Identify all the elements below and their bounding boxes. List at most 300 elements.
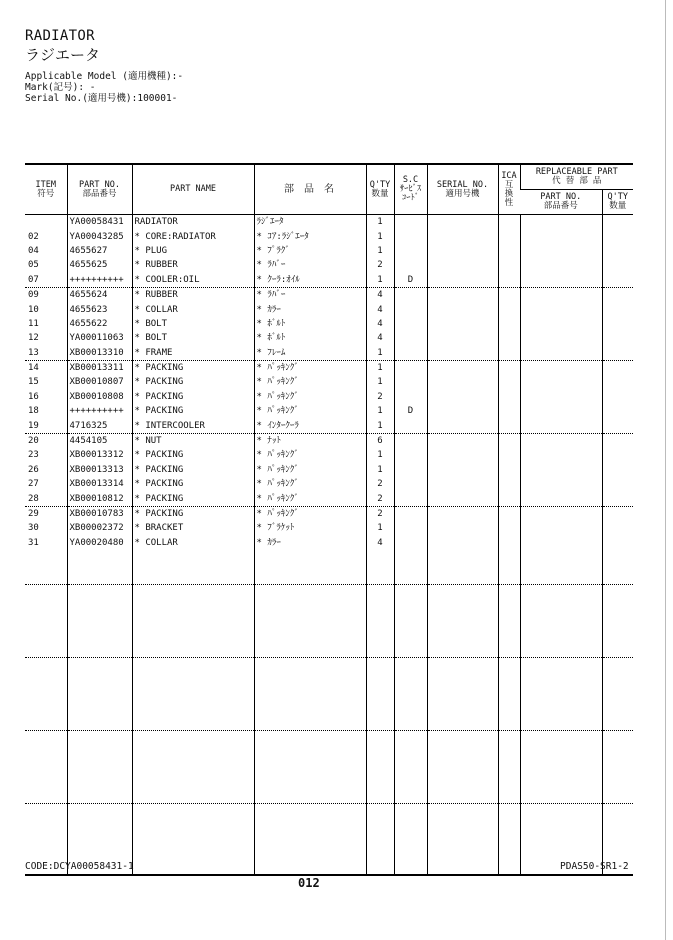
blank-cell: [427, 657, 498, 730]
parts-table: [25, 163, 633, 876]
cell-name: * COOLER:OIL: [132, 273, 254, 288]
cell-ica: [498, 375, 520, 389]
cell-qty: 2: [366, 506, 394, 521]
blank-cell: [132, 803, 254, 875]
cell-serial: [427, 331, 498, 345]
cell-item: 15: [28, 377, 39, 388]
cell-rep-qty: [602, 258, 633, 272]
cell-rep-qty: [602, 346, 633, 361]
cell-part-no: XB00002372: [67, 521, 132, 535]
blank-cell: [25, 657, 67, 730]
cell-sc: [394, 215, 427, 230]
cell-name-jp: * ｲﾝﾀｰｸｰﾗ: [254, 418, 366, 433]
cell-name: * RUBBER: [132, 287, 254, 302]
blank-cell: [498, 803, 520, 875]
cell-name: * PACKING: [132, 404, 254, 418]
blank-cell: [366, 803, 394, 875]
cell-part-no: XB00010807: [67, 375, 132, 389]
cell-qty: 2: [366, 477, 394, 491]
cell-serial: [427, 521, 498, 535]
blank-cell: [25, 584, 67, 657]
header-replaceable-en: REPLACEABLE PART: [535, 167, 618, 177]
cell-qty: 4: [366, 331, 394, 345]
cell-name-jp: * ﾗﾊﾞｰ: [254, 258, 366, 272]
cell-sc: [394, 375, 427, 389]
table-row: [25, 346, 633, 361]
header-rep-part-no-jp: 部品番号: [543, 201, 578, 211]
blank-cell: [132, 730, 254, 803]
blank-cell: [366, 584, 394, 657]
cell-ica: [498, 506, 520, 521]
cell-rep-qty: [602, 404, 633, 418]
cell-qty: 1: [366, 229, 394, 243]
header-ica-jp1: 互: [504, 179, 514, 190]
cell-part-no: XB00013310: [67, 346, 132, 361]
blank-cell: [498, 657, 520, 730]
cell-ica: [498, 404, 520, 418]
table-row: [25, 521, 633, 535]
cell-qty: 6: [366, 433, 394, 448]
cell-name: * PACKING: [132, 360, 254, 375]
table-row: [25, 375, 633, 389]
cell-name: * FRAME: [132, 346, 254, 361]
applicable-model: Applicable Model (適用機種):-: [25, 71, 184, 82]
table-row: [25, 215, 633, 230]
cell-rep-part-no: [520, 448, 602, 462]
header-part-name: PART NAME: [132, 164, 254, 215]
header-ica: [498, 164, 520, 215]
header-item: [25, 164, 67, 215]
cell-ica: [498, 448, 520, 462]
cell-name-jp: ﾗｼﾞｴｰﾀ: [254, 215, 366, 230]
cell-qty: 4: [366, 536, 394, 550]
blank-cell: [67, 657, 132, 730]
cell-rep-part-no: [520, 215, 602, 230]
cell-item: 13: [25, 346, 67, 361]
cell-rep-qty: [602, 360, 633, 375]
blank-cell: [394, 584, 427, 657]
cell-name-jp: * ﾎﾞﾙﾄ: [254, 317, 366, 331]
cell-item: 02: [28, 231, 39, 242]
cell-qty: 1: [366, 215, 394, 230]
cell-sc: [394, 491, 427, 506]
cell-name-jp: * ﾅｯﾄ: [254, 433, 366, 448]
cell-ica: [498, 433, 520, 448]
header-sc-jp1: ｻｰﾋﾞｽ: [399, 184, 422, 194]
cell-qty: 4: [366, 317, 394, 331]
cell-name-jp: * ｶﾗｰ: [254, 536, 366, 550]
cell-name-jp: * ﾎﾞﾙﾄ: [254, 331, 366, 345]
header-replaceable: [520, 164, 633, 190]
cell-sc: [394, 360, 427, 375]
cell-name: * PACKING: [132, 463, 254, 477]
cell-part-no: XB00013312: [67, 448, 132, 462]
cell-serial: [427, 418, 498, 433]
cell-item: 04: [28, 245, 39, 256]
header-serial: [427, 164, 498, 215]
blank-cell: [602, 657, 633, 730]
cell-serial: [427, 433, 498, 448]
blank-cell: [67, 730, 132, 803]
table-row: [25, 229, 633, 243]
blank-section: [25, 550, 633, 585]
cell-rep-part-no: [520, 244, 602, 258]
cell-rep-part-no: [520, 521, 602, 535]
cell-qty: 1: [366, 463, 394, 477]
cell-name-jp: * ﾊﾟｯｷﾝｸﾞ: [254, 360, 366, 375]
cell-name: * PACKING: [132, 491, 254, 506]
blank-section: [25, 730, 633, 803]
cell-serial: [427, 536, 498, 550]
cell-rep-qty: [602, 273, 633, 288]
table-row: [25, 477, 633, 491]
cell-rep-part-no: [520, 258, 602, 272]
cell-serial: [427, 258, 498, 272]
blank-cell: [394, 803, 427, 875]
cell-name: * NUT: [132, 433, 254, 448]
cell-sc: [394, 346, 427, 361]
page-number: 012: [298, 876, 320, 890]
cell-item: 05: [28, 260, 39, 271]
cell-name-jp: * ﾊﾟｯｷﾝｸﾞ: [254, 477, 366, 491]
cell-rep-part-no: [520, 229, 602, 243]
cell-rep-qty: [602, 491, 633, 506]
cell-item: 30: [28, 523, 39, 534]
footer-doc-id: PDAS50-SR1-2: [560, 861, 629, 872]
cell-ica: [498, 346, 520, 361]
cell-serial: [427, 273, 498, 288]
cell-rep-qty: [602, 390, 633, 404]
cell-item: 23: [28, 450, 39, 461]
header-qty-en: Q'TY: [369, 179, 391, 190]
blank-cell: [254, 550, 366, 585]
cell-rep-qty: [602, 477, 633, 491]
cell-part-no: YA00020480: [67, 536, 132, 550]
header-ica-jp2: 換: [504, 188, 514, 199]
cell-qty: 4: [366, 287, 394, 302]
header-item-en: ITEM: [35, 179, 56, 190]
cell-name-jp: * ﾊﾟｯｷﾝｸﾞ: [254, 448, 366, 462]
cell-name: * PACKING: [132, 390, 254, 404]
cell-serial: [427, 244, 498, 258]
cell-rep-part-no: [520, 463, 602, 477]
cell-qty: 1: [366, 244, 394, 258]
footer-code: CODE:DCYA00058431-1: [25, 861, 134, 872]
cell-qty: 1: [366, 360, 394, 375]
cell-part-no: XB00010808: [67, 390, 132, 404]
cell-rep-part-no: [520, 404, 602, 418]
cell-qty: 1: [366, 521, 394, 535]
cell-rep-qty: [602, 506, 633, 521]
cell-sc: [394, 506, 427, 521]
cell-item: 19: [25, 418, 67, 433]
cell-rep-part-no: [520, 317, 602, 331]
blank-cell: [520, 730, 602, 803]
cell-name-jp: * ﾊﾟｯｷﾝｸﾞ: [254, 375, 366, 389]
cell-name: * CORE:RADIATOR: [132, 229, 254, 243]
cell-ica: [498, 477, 520, 491]
cell-qty: 1: [366, 404, 394, 418]
cell-name: * PACKING: [132, 375, 254, 389]
blank-section: [25, 657, 633, 730]
cell-qty: 1: [366, 273, 394, 288]
cell-part-no: 4716325: [67, 418, 132, 433]
cell-part-no: 4655624: [67, 287, 132, 302]
cell-serial: [427, 390, 498, 404]
table-row: [25, 258, 633, 272]
cell-name-jp: * ｸｰﾗ:ｵｲﾙ: [254, 273, 366, 288]
blank-cell: [366, 550, 394, 585]
table-row: [25, 302, 633, 316]
cell-sc: [394, 287, 427, 302]
blank-cell: [254, 584, 366, 657]
page-title: RADIATOR: [25, 28, 95, 44]
cell-item: 20: [28, 436, 39, 447]
cell-rep-part-no: [520, 287, 602, 302]
header-part-no-en: PART NO.: [79, 179, 120, 190]
blank-cell: [366, 730, 394, 803]
cell-name: * PACKING: [132, 477, 254, 491]
cell-rep-qty: [602, 418, 633, 433]
cell-item: 14: [28, 363, 39, 374]
cell-rep-part-no: [520, 302, 602, 316]
cell-sc: [394, 463, 427, 477]
cell-item: 11: [28, 318, 39, 329]
cell-item: 09: [28, 290, 39, 301]
cell-ica: [498, 521, 520, 535]
cell-name: * BRACKET: [132, 521, 254, 535]
blank-cell: [67, 550, 132, 585]
cell-rep-qty: [602, 244, 633, 258]
cell-name: * BOLT: [132, 317, 254, 331]
blank-cell: [602, 584, 633, 657]
cell-serial: [427, 375, 498, 389]
cell-ica: [498, 360, 520, 375]
blank-cell: [602, 550, 633, 585]
cell-part-no: YA00058431: [67, 215, 132, 230]
blank-cell: [394, 657, 427, 730]
cell-rep-part-no: [520, 477, 602, 491]
header-item-jp: 符号: [37, 188, 55, 199]
cell-sc: [394, 317, 427, 331]
cell-rep-part-no: [520, 331, 602, 345]
cell-ica: [498, 273, 520, 288]
cell-rep-part-no: [520, 433, 602, 448]
cell-qty: 4: [366, 302, 394, 316]
cell-part-no: XB00013311: [67, 360, 132, 375]
header-sc-jp2: ｺｰﾄﾞ: [401, 193, 419, 203]
cell-ica: [498, 463, 520, 477]
cell-rep-qty: [602, 287, 633, 302]
blank-cell: [427, 584, 498, 657]
blank-cell: [67, 584, 132, 657]
cell-sc: [394, 477, 427, 491]
cell-rep-qty: [602, 433, 633, 448]
cell-serial: [427, 346, 498, 361]
blank-cell: [132, 550, 254, 585]
serial-no: Serial No.(適用号機):100001-: [25, 93, 178, 104]
cell-rep-part-no: [520, 375, 602, 389]
cell-rep-qty: [602, 448, 633, 462]
table-header: [25, 164, 633, 215]
cell-name-jp: * ﾊﾟｯｷﾝｸﾞ: [254, 506, 366, 521]
blank-cell: [394, 730, 427, 803]
blank-cell: [25, 550, 67, 585]
cell-rep-qty: [602, 302, 633, 316]
cell-sc: [394, 433, 427, 448]
cell-sc: [394, 536, 427, 550]
cell-serial: [427, 360, 498, 375]
cell-sc: [394, 521, 427, 535]
cell-ica: [498, 215, 520, 230]
table-row: [25, 491, 633, 506]
cell-item: 26: [28, 464, 39, 475]
cell-serial: [427, 463, 498, 477]
cell-name: RADIATOR: [132, 215, 254, 230]
blank-cell: [254, 803, 366, 875]
cell-sc: [394, 302, 427, 316]
cell-rep-part-no: [520, 536, 602, 550]
blank-cell: [498, 730, 520, 803]
cell-ica: [498, 244, 520, 258]
cell-qty: 1: [366, 375, 394, 389]
cell-item: 12: [28, 333, 39, 344]
cell-name: * COLLAR: [132, 302, 254, 316]
cell-qty: 1: [366, 346, 394, 361]
table-row: [25, 404, 633, 418]
cell-part-no: ++++++++++: [67, 404, 132, 418]
blank-cell: [498, 550, 520, 585]
cell-rep-part-no: [520, 346, 602, 361]
cell-serial: [427, 229, 498, 243]
header-rep-qty: [602, 190, 633, 215]
cell-item: 28: [25, 491, 67, 506]
cell-rep-qty: [602, 536, 633, 550]
cell-serial: [427, 215, 498, 230]
cell-part-no: ++++++++++: [67, 273, 132, 288]
cell-rep-part-no: [520, 491, 602, 506]
table-row: [25, 463, 633, 477]
cell-part-no: 4454105: [67, 433, 132, 448]
cell-qty: 2: [366, 390, 394, 404]
header-qty: [366, 164, 394, 215]
blank-cell: [427, 803, 498, 875]
table-body: [25, 215, 633, 875]
table-row: [25, 244, 633, 258]
cell-serial: [427, 302, 498, 316]
cell-name-jp: * ﾊﾟｯｷﾝｸﾞ: [254, 390, 366, 404]
cell-qty: 2: [366, 258, 394, 272]
header-part-no: [67, 164, 132, 215]
cell-name-jp: * ﾌﾟﾗｸﾞ: [254, 244, 366, 258]
table-row: [25, 448, 633, 462]
cell-sc: [394, 331, 427, 345]
cell-ica: [498, 317, 520, 331]
table-row: [25, 317, 633, 331]
cell-sc: [394, 258, 427, 272]
blank-cell: [520, 657, 602, 730]
cell-serial: [427, 404, 498, 418]
cell-ica: [498, 536, 520, 550]
cell-serial: [427, 317, 498, 331]
table-row: [25, 287, 633, 302]
cell-item: 31: [28, 537, 39, 548]
cell-name-jp: * ﾊﾟｯｷﾝｸﾞ: [254, 404, 366, 418]
cell-name-jp: * ﾊﾟｯｷﾝｸﾞ: [254, 491, 366, 506]
cell-rep-part-no: [520, 273, 602, 288]
cell-qty: 2: [366, 491, 394, 506]
cell-ica: [498, 229, 520, 243]
table-row: [25, 418, 633, 433]
blank-section: [25, 584, 633, 657]
blank-cell: [132, 584, 254, 657]
blank-cell: [427, 730, 498, 803]
cell-sc: D: [394, 404, 427, 418]
header-sc: [394, 164, 427, 215]
header-serial-jp: 適用号機: [445, 188, 480, 199]
cell-part-no: 4655622: [67, 317, 132, 331]
cell-ica: [498, 287, 520, 302]
blank-cell: [520, 584, 602, 657]
cell-qty: 1: [366, 418, 394, 433]
header-part-name-jp: 部 品 名: [254, 164, 366, 215]
cell-ica: [498, 302, 520, 316]
cell-rep-qty: [602, 317, 633, 331]
cell-serial: [427, 491, 498, 506]
page-edge-line: [665, 0, 666, 940]
page-title-jp: ラジエータ: [25, 46, 101, 64]
header-replaceable-jp: 代 替 部 品: [552, 176, 602, 186]
cell-qty: 1: [366, 448, 394, 462]
blank-cell: [25, 730, 67, 803]
cell-part-no: XB00010812: [67, 491, 132, 506]
cell-name: * RUBBER: [132, 258, 254, 272]
cell-name-jp: * ﾗﾊﾞｰ: [254, 287, 366, 302]
cell-serial: [427, 448, 498, 462]
cell-rep-part-no: [520, 418, 602, 433]
cell-rep-qty: [602, 463, 633, 477]
cell-item: 27: [28, 479, 39, 490]
cell-part-no: XB00013313: [67, 463, 132, 477]
header-ica-jp3: 性: [504, 197, 514, 208]
blank-cell: [366, 657, 394, 730]
cell-name-jp: * ｺｱ:ﾗｼﾞｴｰﾀ: [254, 229, 366, 243]
header-ica-en: ICA: [501, 170, 517, 181]
header-part-no-jp: 部品番号: [82, 188, 117, 199]
blank-cell: [520, 550, 602, 585]
cell-ica: [498, 418, 520, 433]
cell-name: * BOLT: [132, 331, 254, 345]
blank-cell: [132, 657, 254, 730]
cell-name-jp: * ﾌﾞﾗｹｯﾄ: [254, 521, 366, 535]
cell-rep-part-no: [520, 506, 602, 521]
header-serial-en: SERIAL NO.: [436, 179, 489, 190]
cell-ica: [498, 390, 520, 404]
cell-item: 18: [28, 406, 39, 417]
header-rep-part-no-en: PART NO.: [540, 192, 582, 202]
cell-item: 29: [28, 509, 39, 519]
header-rep-qty-jp: 数量: [609, 201, 627, 211]
cell-part-no: YA00043285: [67, 229, 132, 243]
cell-sc: [394, 390, 427, 404]
table-row: [25, 360, 633, 375]
table-row: [25, 331, 633, 345]
cell-rep-qty: [602, 375, 633, 389]
blank-cell: [602, 730, 633, 803]
cell-rep-part-no: [520, 390, 602, 404]
cell-serial: [427, 506, 498, 521]
cell-name: * PACKING: [132, 506, 254, 521]
